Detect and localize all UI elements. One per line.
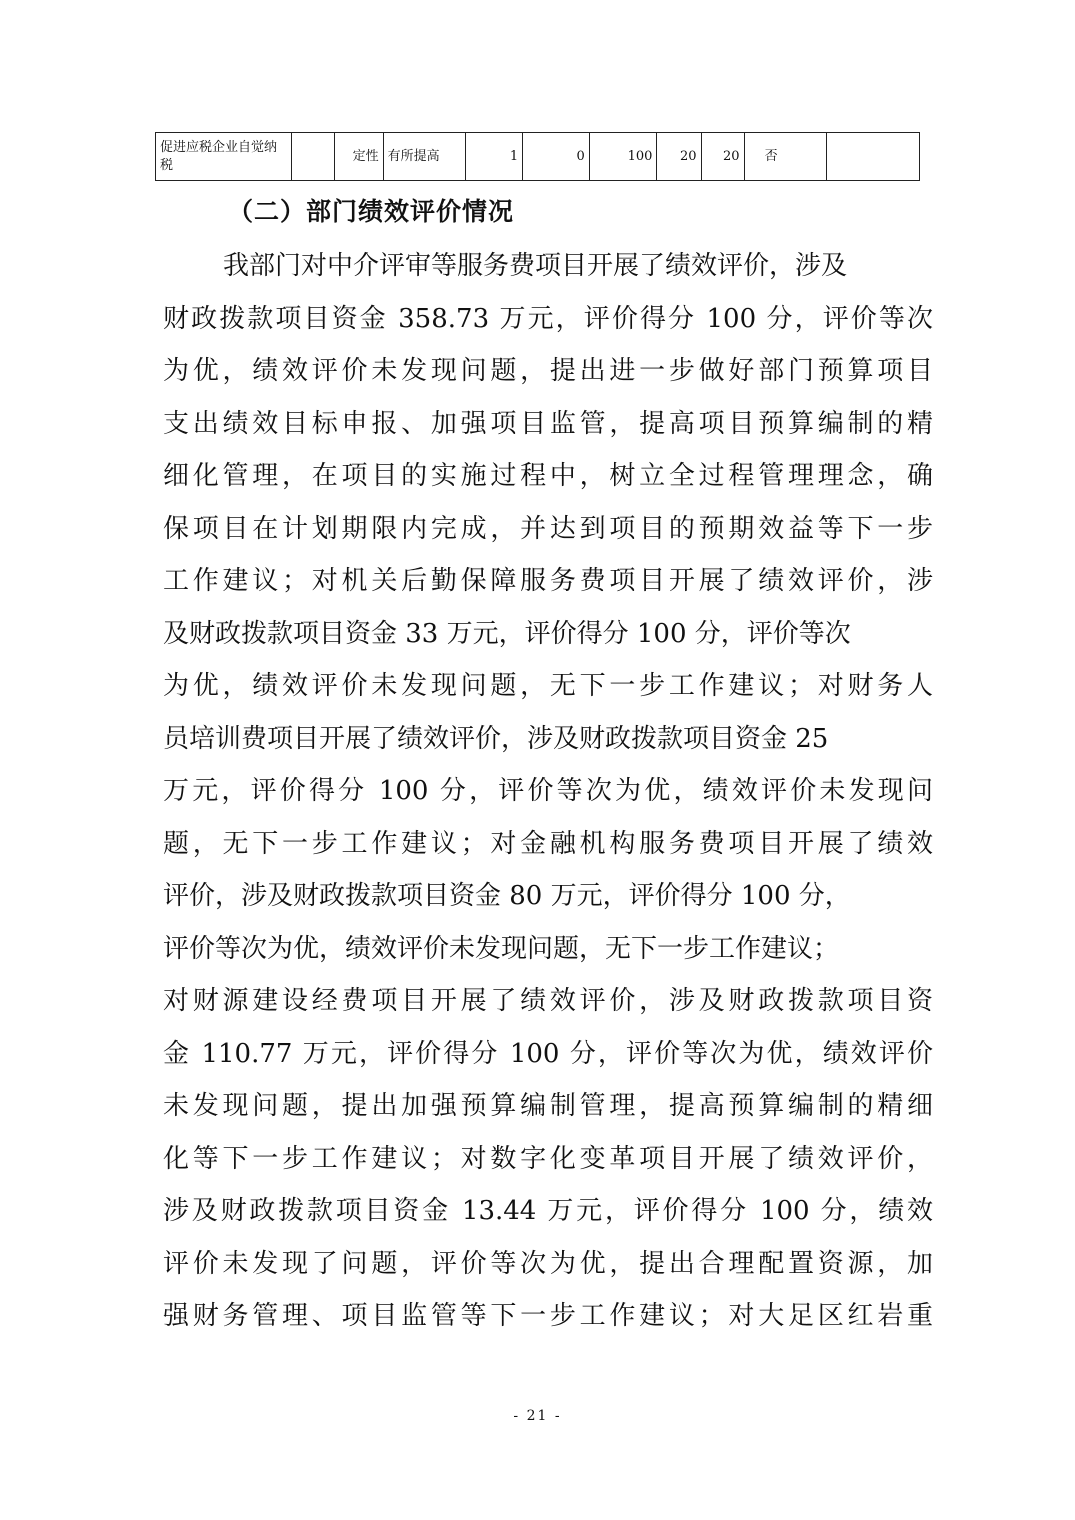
paragraph-line: 强财务管理、项目监管等下一步工作建议；对大足区红岩重: [163, 1301, 933, 1331]
paragraph-line: 保项目在计划期限内完成，并达到项目的预期效益等下一步: [163, 513, 933, 544]
table-cell-target: 有所提高: [383, 133, 465, 181]
paragraph-line: 财政拨款项目资金 358.73 万元，评价得分 100 分，评价等次: [163, 303, 933, 334]
table-cell-value: 20: [657, 133, 701, 181]
paragraph-line: 评价，涉及财政拨款项目资金 80 万元，评价得分 100 分，: [163, 881, 851, 911]
paragraph-line: 为优，绩效评价未发现问题，提出进一步做好部门预算项目: [163, 356, 933, 386]
table-cell-value: 20: [701, 133, 744, 181]
table-cell: [292, 133, 335, 181]
table-cell-indicator-name: 促进应税企业自觉纳税: [156, 133, 292, 181]
table-cell-value: 0: [523, 133, 590, 181]
paragraph-line: 工作建议；对机关后勤保障服务费项目开展了绩效评价，涉: [163, 566, 933, 596]
section-heading: （二）部门绩效评价情况: [228, 197, 515, 226]
paragraph-line: 支出绩效目标申报、加强项目监管，提高项目预算编制的精: [163, 408, 933, 439]
paragraph-line: 评价未发现了问题，评价等次为优，提出合理配置资源，加: [163, 1248, 933, 1279]
paragraph-line: 化等下一步工作建议；对数字化变革项目开展了绩效评价，: [163, 1143, 933, 1174]
page-number: - 21 -: [513, 1408, 562, 1424]
paragraph-line: 为优，绩效评价未发现问题，无下一步工作建议；对财务人: [163, 671, 933, 701]
paragraph-line: 评价等次为优，绩效评价未发现问题，无下一步工作建议；: [163, 933, 840, 964]
table-cell-value: 100: [589, 133, 657, 181]
paragraph-line: 未发现问题，提出加强预算编制管理，提高预算编制的精细: [163, 1091, 933, 1121]
paragraph-line: 细化管理，在项目的实施过程中，树立全过程管理理念，确: [163, 461, 933, 491]
table-cell-indicator-type: 定性: [335, 133, 383, 181]
paragraph-line: 我部门对中介评审等服务费项目开展了绩效评价，涉及: [223, 251, 848, 281]
paragraph-line: 涉及财政拨款项目资金 13.44 万元，评价得分 100 分，绩效: [163, 1196, 933, 1226]
paragraph-line: 题，无下一步工作建议；对金融机构服务费项目开展了绩效: [163, 828, 933, 859]
table-cell-deviation: 否: [744, 133, 826, 181]
paragraph-line: 金 110.77 万元，评价得分 100 分，评价等次为优，绩效评价: [163, 1038, 933, 1069]
table-cell-value: 1: [465, 133, 522, 181]
paragraph-line: 员培训费项目开展了绩效评价，涉及财政拨款项目资金 25: [163, 723, 829, 754]
performance-table: [155, 132, 920, 181]
body-paragraph: [163, 240, 933, 1343]
paragraph-line: 万元，评价得分 100 分，评价等次为优，绩效评价未发现问: [163, 776, 933, 806]
paragraph-line: 对财源建设经费项目开展了绩效评价，涉及财政拨款项目资: [163, 986, 933, 1016]
table-cell: [826, 133, 919, 181]
paragraph-line: 及财政拨款项目资金 33 万元，评价得分 100 分，评价等次: [163, 618, 851, 649]
table-row: [156, 133, 920, 181]
